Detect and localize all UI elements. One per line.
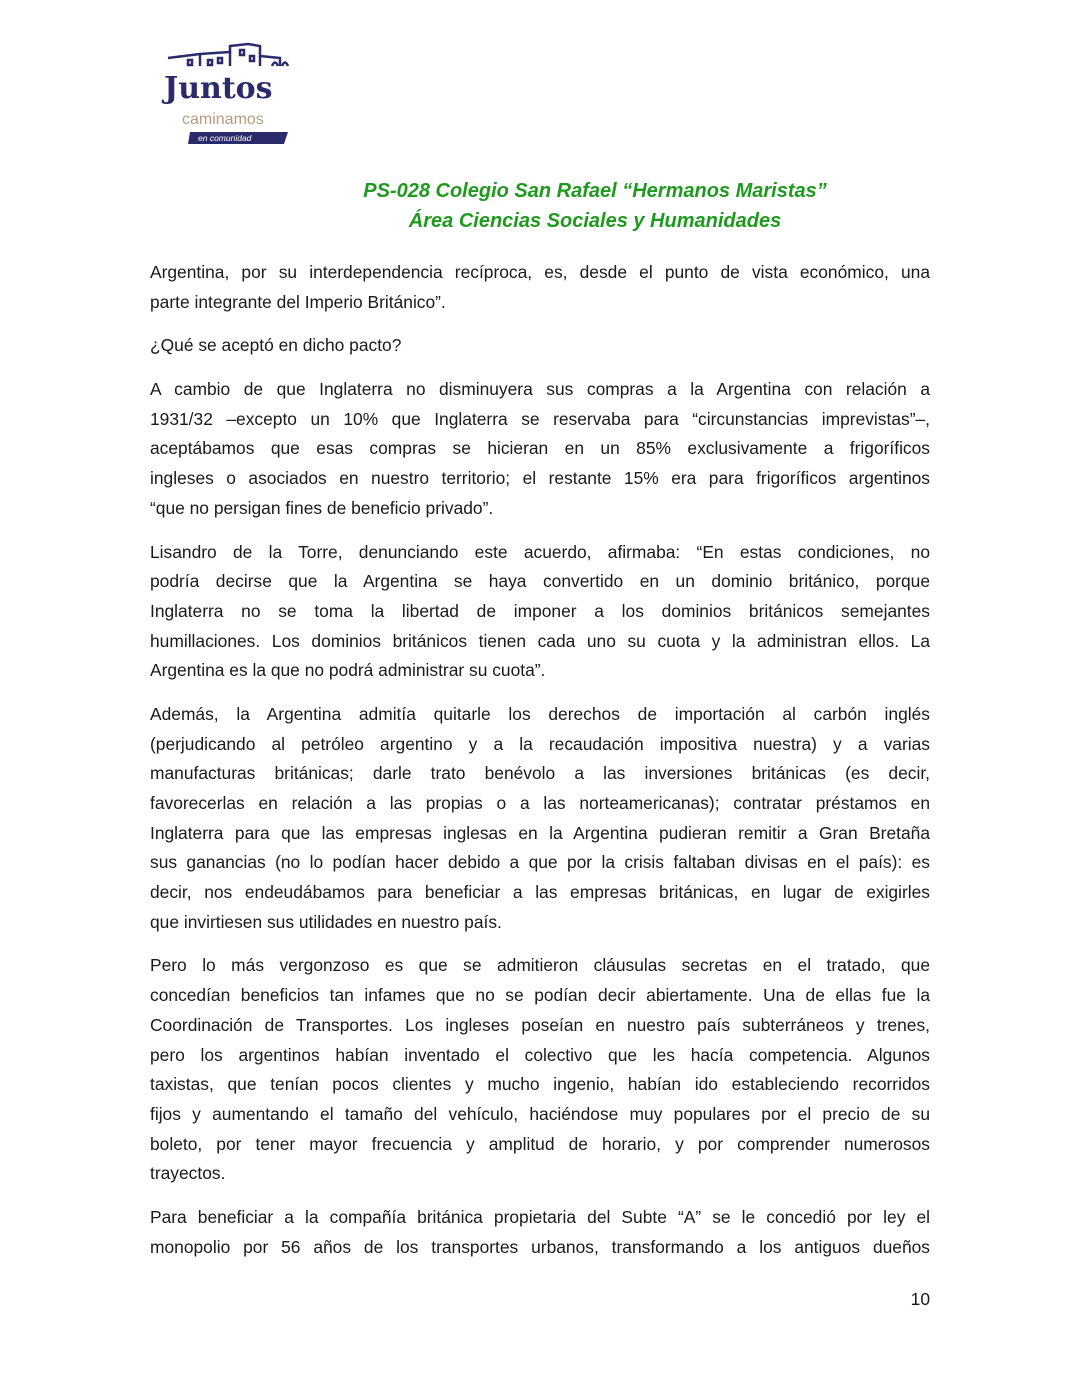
text-line: ¿Qué se aceptó en dicho pacto?	[150, 335, 402, 356]
text-line: fijos y aumentando el tamaño del vehículo, haciéndose muy populares por el precio de su	[150, 1103, 930, 1124]
text-line: humillaciones. Los dominios británicos tienen cada uno su cuota y la administran ellos. La	[150, 630, 930, 651]
text-line: taxistas, que tenían pocos clientes y mucho ingenio, habían ido estableciendo recorridos	[150, 1074, 930, 1095]
paragraph	[150, 951, 930, 1189]
text-line: sus ganancias (no lo podían hacer debido a que por la crisis faltaban divisas en el país): es	[150, 852, 930, 873]
text-line: 1931/32 –excepto un 10% que Inglaterra se reservaba para “circunstancias imprevistas”–,	[150, 408, 930, 429]
paragraph	[150, 700, 930, 938]
paragraph	[150, 1203, 930, 1262]
text-line: Inglaterra no se toma la libertad de imponer a los dominios británicos semejantes	[150, 600, 930, 621]
paragraph	[150, 538, 930, 686]
text-line: pero los argentinos habían inventado el colectivo que les hacía competencia. Algunos	[150, 1044, 930, 1065]
page-number: 10	[910, 1289, 930, 1309]
text-line: manufacturas británicas; darle trato benévolo a las inversiones británicas (es decir,	[150, 763, 930, 784]
paragraph	[150, 375, 930, 523]
document-header	[150, 176, 930, 236]
text-line: Inglaterra para que las empresas inglesas en la Argentina pudieran remitir a Gran Bretaña	[150, 822, 930, 843]
header-area: Área Ciencias Sociales y Humanidades	[408, 210, 782, 232]
text-line: monopolio por 56 años de los transportes urbanos, transformando a los antiguos dueños	[150, 1236, 930, 1257]
paragraph	[150, 258, 930, 317]
text-line: Argentina es la que no podrá administrar su cuota”.	[150, 660, 546, 681]
text-line: concedían beneficios tan infames que no se podían decir abiertamente. Una de ellas fue la	[150, 985, 930, 1006]
text-line: decir, nos endeudábamos para beneficiar a las empresas británicas, en lugar de exigirles	[150, 882, 930, 903]
header-school: PS-028 Colegio San Rafael “Hermanos Maristas”	[363, 180, 827, 202]
text-line: A cambio de que Inglaterra no disminuyera sus compras a la Argentina con relación a	[150, 379, 930, 400]
logo-ribbon-text: en comunidad	[198, 133, 252, 143]
text-line: podría decirse que la Argentina se haya convertido en un dominio británico, porque	[150, 571, 930, 592]
text-line: Lisandro de la Torre, denunciando este acuerdo, afirmaba: “En estas condiciones, no	[150, 541, 930, 562]
text-line: Argentina, por su interdependencia recíproca, es, desde el punto de vista económico, una	[150, 262, 930, 282]
paragraph	[150, 331, 930, 361]
text-line: trayectos.	[150, 1163, 226, 1184]
logo-word-caminamos: caminamos	[182, 111, 264, 128]
text-line: parte integrante del Imperio Británico”.	[150, 291, 446, 312]
text-line: boleto, por tener mayor frecuencia y amplitud de horario, y por comprender numerosos	[150, 1133, 930, 1154]
text-line: Pero lo más vergonzoso es que se admitieron cláusulas secretas en el tratado, que	[150, 955, 930, 976]
text-line: (perjudicando al petróleo argentino y a la recaudación impositiva nuestra) y a varias	[150, 733, 930, 754]
text-line: aceptábamos que esas compras se hicieran en un 85% exclusivamente a frigoríficos	[150, 438, 930, 459]
text-line: Para beneficiar a la compañía británica propietaria del Subte “A” se le concedió por ley el	[150, 1206, 930, 1227]
document-body	[150, 258, 930, 1276]
text-line: Coordinación de Transportes. Los ingleses poseían en nuestro país subterráneos y trenes,	[150, 1014, 930, 1035]
text-line: Además, la Argentina admitía quitarle los derechos de importación al carbón inglés	[150, 703, 930, 724]
text-line: “que no persigan fines de beneficio privado”.	[150, 497, 494, 518]
juntos-caminamos-logo	[160, 36, 325, 148]
text-line: favorecerlas en relación a las propias o a las norteamericanas); contratar préstamos en	[150, 793, 930, 813]
logo-word-juntos: Juntos	[164, 71, 273, 106]
text-line: ingleses o asociados en nuestro territorio; el restante 15% era para frigoríficos argentinos	[150, 468, 930, 489]
text-line: que invirtiesen sus utilidades en nuestro país.	[150, 911, 502, 932]
